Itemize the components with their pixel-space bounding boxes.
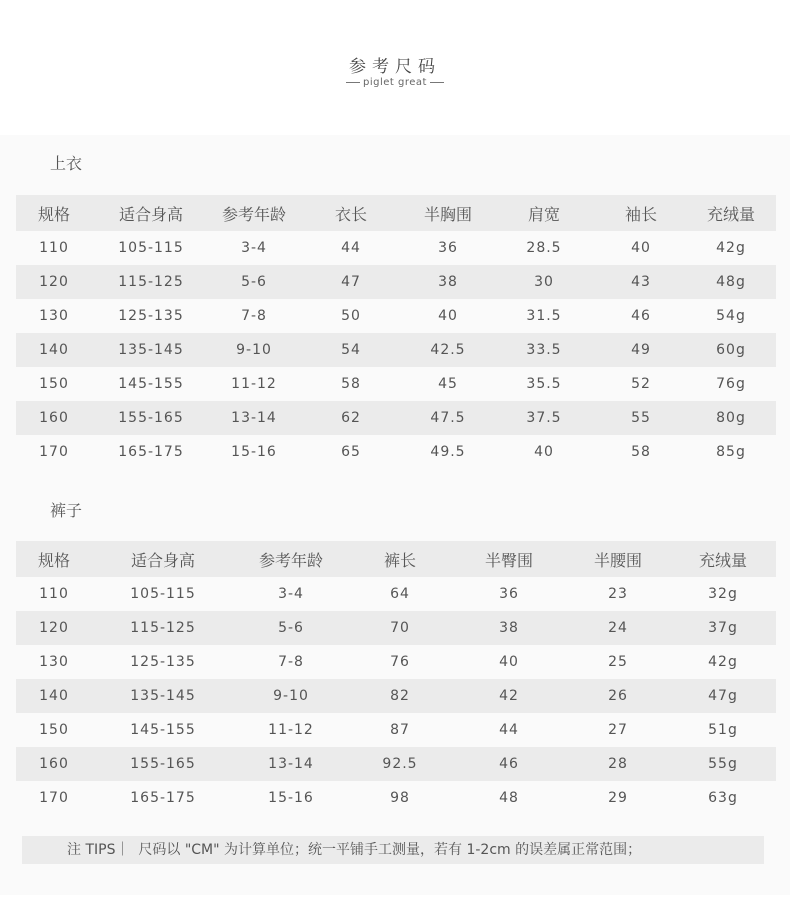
- tops-table-cell: 36: [404, 231, 492, 265]
- pants-table-cell: 7-8: [234, 645, 348, 679]
- pants-table-cell: 135-145: [92, 679, 234, 713]
- tops-column-header: 规格: [16, 195, 92, 231]
- tops-column-header: 适合身高: [92, 195, 210, 231]
- tops-table-cell: 40: [596, 231, 686, 265]
- pants-table-cell: 38: [452, 611, 566, 645]
- subtitle-text: piglet great: [363, 77, 427, 88]
- tops-table-cell: 7-8: [210, 299, 298, 333]
- tips-text: 尺码以 "CM" 为计算单位；统一平铺手工测量，若有 1-2cm 的误差属正常范围；: [138, 842, 642, 858]
- tops-table-cell: 76g: [686, 367, 776, 401]
- tops-column-header: 充绒量: [686, 195, 776, 231]
- pants-table-cell: 160: [16, 747, 92, 781]
- pants-column-header: 充绒量: [670, 541, 776, 577]
- pants-column-header: 半臀围: [452, 541, 566, 577]
- pants-table-cell: 23: [566, 577, 670, 611]
- tops-table-cell: 5-6: [210, 265, 298, 299]
- pants-table-cell: 70: [348, 611, 452, 645]
- table-row: [16, 231, 776, 265]
- table-row: [16, 679, 776, 713]
- tops-table-cell: 62: [298, 401, 404, 435]
- pants-table-cell: 120: [16, 611, 92, 645]
- tops-table-cell: 54: [298, 333, 404, 367]
- pants-table-cell: 64: [348, 577, 452, 611]
- tops-table-cell: 85g: [686, 435, 776, 469]
- pants-table-cell: 165-175: [92, 781, 234, 815]
- pants-table-cell: 150: [16, 713, 92, 747]
- pants-column-header: 裤长: [348, 541, 452, 577]
- tops-table-cell: 110: [16, 231, 92, 265]
- tops-table-cell: 65: [298, 435, 404, 469]
- pants-table-cell: 63g: [670, 781, 776, 815]
- page-header: [0, 0, 790, 135]
- tops-table-cell: 30: [492, 265, 596, 299]
- pants-column-header: 规格: [16, 541, 92, 577]
- subtitle-dash-right: [430, 82, 444, 83]
- tops-table-cell: 38: [404, 265, 492, 299]
- table-row: [16, 713, 776, 747]
- pants-table-cell: 32g: [670, 577, 776, 611]
- tops-column-header: 半胸围: [404, 195, 492, 231]
- pants-column-header: 参考年龄: [234, 541, 348, 577]
- pants-table-cell: 170: [16, 781, 92, 815]
- table-row: [16, 367, 776, 401]
- table-row: [16, 611, 776, 645]
- table-row: [16, 299, 776, 333]
- pants-table-cell: 13-14: [234, 747, 348, 781]
- pants-column-header: 半腰围: [566, 541, 670, 577]
- page-title: 参考尺码: [349, 57, 441, 77]
- pants-header-row: [16, 541, 776, 577]
- pants-table-cell: 110: [16, 577, 92, 611]
- pants-size-table: [16, 541, 776, 815]
- pants-table-cell: 130: [16, 645, 92, 679]
- tops-table-cell: 48g: [686, 265, 776, 299]
- pants-table-cell: 87: [348, 713, 452, 747]
- tops-column-header: 衣长: [298, 195, 404, 231]
- pants-table-body: [16, 577, 776, 815]
- tops-table-cell: 55: [596, 401, 686, 435]
- tops-column-header: 肩宽: [492, 195, 596, 231]
- tops-table-cell: 49: [596, 333, 686, 367]
- tops-table-cell: 140: [16, 333, 92, 367]
- table-row: [16, 747, 776, 781]
- table-row: [16, 781, 776, 815]
- tops-table-cell: 46: [596, 299, 686, 333]
- pants-table-cell: 24: [566, 611, 670, 645]
- pants-table-cell: 9-10: [234, 679, 348, 713]
- tops-table-cell: 160: [16, 401, 92, 435]
- tops-table-cell: 40: [404, 299, 492, 333]
- pants-table-cell: 140: [16, 679, 92, 713]
- table-row: [16, 577, 776, 611]
- pants-table-cell: 125-135: [92, 645, 234, 679]
- tops-table-cell: 145-155: [92, 367, 210, 401]
- pants-table-cell: 44: [452, 713, 566, 747]
- tops-table-cell: 120: [16, 265, 92, 299]
- tops-table-cell: 47.5: [404, 401, 492, 435]
- pants-table-cell: 29: [566, 781, 670, 815]
- pants-table-cell: 76: [348, 645, 452, 679]
- pants-table-cell: 92.5: [348, 747, 452, 781]
- tops-table-body: [16, 231, 776, 469]
- tops-table-cell: 52: [596, 367, 686, 401]
- tops-table-cell: 58: [596, 435, 686, 469]
- table-row: [16, 333, 776, 367]
- tops-table-cell: 115-125: [92, 265, 210, 299]
- pants-table-cell: 82: [348, 679, 452, 713]
- pants-table-cell: 36: [452, 577, 566, 611]
- pants-table-cell: 98: [348, 781, 452, 815]
- tops-table-cell: 60g: [686, 333, 776, 367]
- tops-table-cell: 43: [596, 265, 686, 299]
- tops-section-title: 上衣: [50, 154, 83, 173]
- tops-size-table: [16, 195, 776, 469]
- tops-column-header: 参考年龄: [210, 195, 298, 231]
- pants-table-cell: 25: [566, 645, 670, 679]
- pants-table-cell: 11-12: [234, 713, 348, 747]
- tops-table-cell: 9-10: [210, 333, 298, 367]
- pants-column-header: 适合身高: [92, 541, 234, 577]
- pants-table-cell: 42g: [670, 645, 776, 679]
- tops-table-cell: 49.5: [404, 435, 492, 469]
- tops-table-cell: 35.5: [492, 367, 596, 401]
- tops-column-header: 袖长: [596, 195, 686, 231]
- tops-table-cell: 47: [298, 265, 404, 299]
- page-subtitle: [0, 77, 790, 88]
- pants-table-cell: 26: [566, 679, 670, 713]
- pants-table-cell: 47g: [670, 679, 776, 713]
- pants-table-cell: 15-16: [234, 781, 348, 815]
- tops-table-cell: 33.5: [492, 333, 596, 367]
- pants-table-cell: 5-6: [234, 611, 348, 645]
- tops-table-cell: 165-175: [92, 435, 210, 469]
- table-row: [16, 401, 776, 435]
- pants-table-cell: 27: [566, 713, 670, 747]
- tops-table-cell: 105-115: [92, 231, 210, 265]
- pants-table-cell: 105-115: [92, 577, 234, 611]
- tops-table-cell: 58: [298, 367, 404, 401]
- tops-table-cell: 130: [16, 299, 92, 333]
- tops-table-cell: 50: [298, 299, 404, 333]
- tops-table-cell: 125-135: [92, 299, 210, 333]
- tops-table-cell: 40: [492, 435, 596, 469]
- pants-table-cell: 115-125: [92, 611, 234, 645]
- tops-table-cell: 44: [298, 231, 404, 265]
- pants-table-cell: 3-4: [234, 577, 348, 611]
- tops-table-cell: 31.5: [492, 299, 596, 333]
- pants-table-cell: 55g: [670, 747, 776, 781]
- tops-table-cell: 155-165: [92, 401, 210, 435]
- pants-table-cell: 46: [452, 747, 566, 781]
- subtitle-dash-left: [346, 82, 360, 83]
- tops-table-cell: 13-14: [210, 401, 298, 435]
- table-row: [16, 435, 776, 469]
- pants-section-title: 裤子: [50, 501, 83, 520]
- pants-table-cell: 28: [566, 747, 670, 781]
- table-row: [16, 265, 776, 299]
- tops-table-cell: 28.5: [492, 231, 596, 265]
- tops-table-cell: 37.5: [492, 401, 596, 435]
- tops-table-cell: 54g: [686, 299, 776, 333]
- tips-bar: [22, 836, 764, 864]
- pants-table-cell: 51g: [670, 713, 776, 747]
- tops-table-cell: 42.5: [404, 333, 492, 367]
- pants-table-cell: 40: [452, 645, 566, 679]
- pants-table-cell: 37g: [670, 611, 776, 645]
- tops-header-row: [16, 195, 776, 231]
- pants-table-cell: 42: [452, 679, 566, 713]
- tips-label: 注 TIPS｜: [67, 842, 130, 858]
- tops-table-cell: 15-16: [210, 435, 298, 469]
- table-row: [16, 645, 776, 679]
- pants-table-cell: 48: [452, 781, 566, 815]
- tops-table-cell: 150: [16, 367, 92, 401]
- pants-table-cell: 145-155: [92, 713, 234, 747]
- pants-table-cell: 155-165: [92, 747, 234, 781]
- tops-table-cell: 135-145: [92, 333, 210, 367]
- tops-table-cell: 45: [404, 367, 492, 401]
- tops-table-cell: 80g: [686, 401, 776, 435]
- tops-table-cell: 42g: [686, 231, 776, 265]
- tops-table-cell: 3-4: [210, 231, 298, 265]
- tops-table-cell: 11-12: [210, 367, 298, 401]
- tops-table-cell: 170: [16, 435, 92, 469]
